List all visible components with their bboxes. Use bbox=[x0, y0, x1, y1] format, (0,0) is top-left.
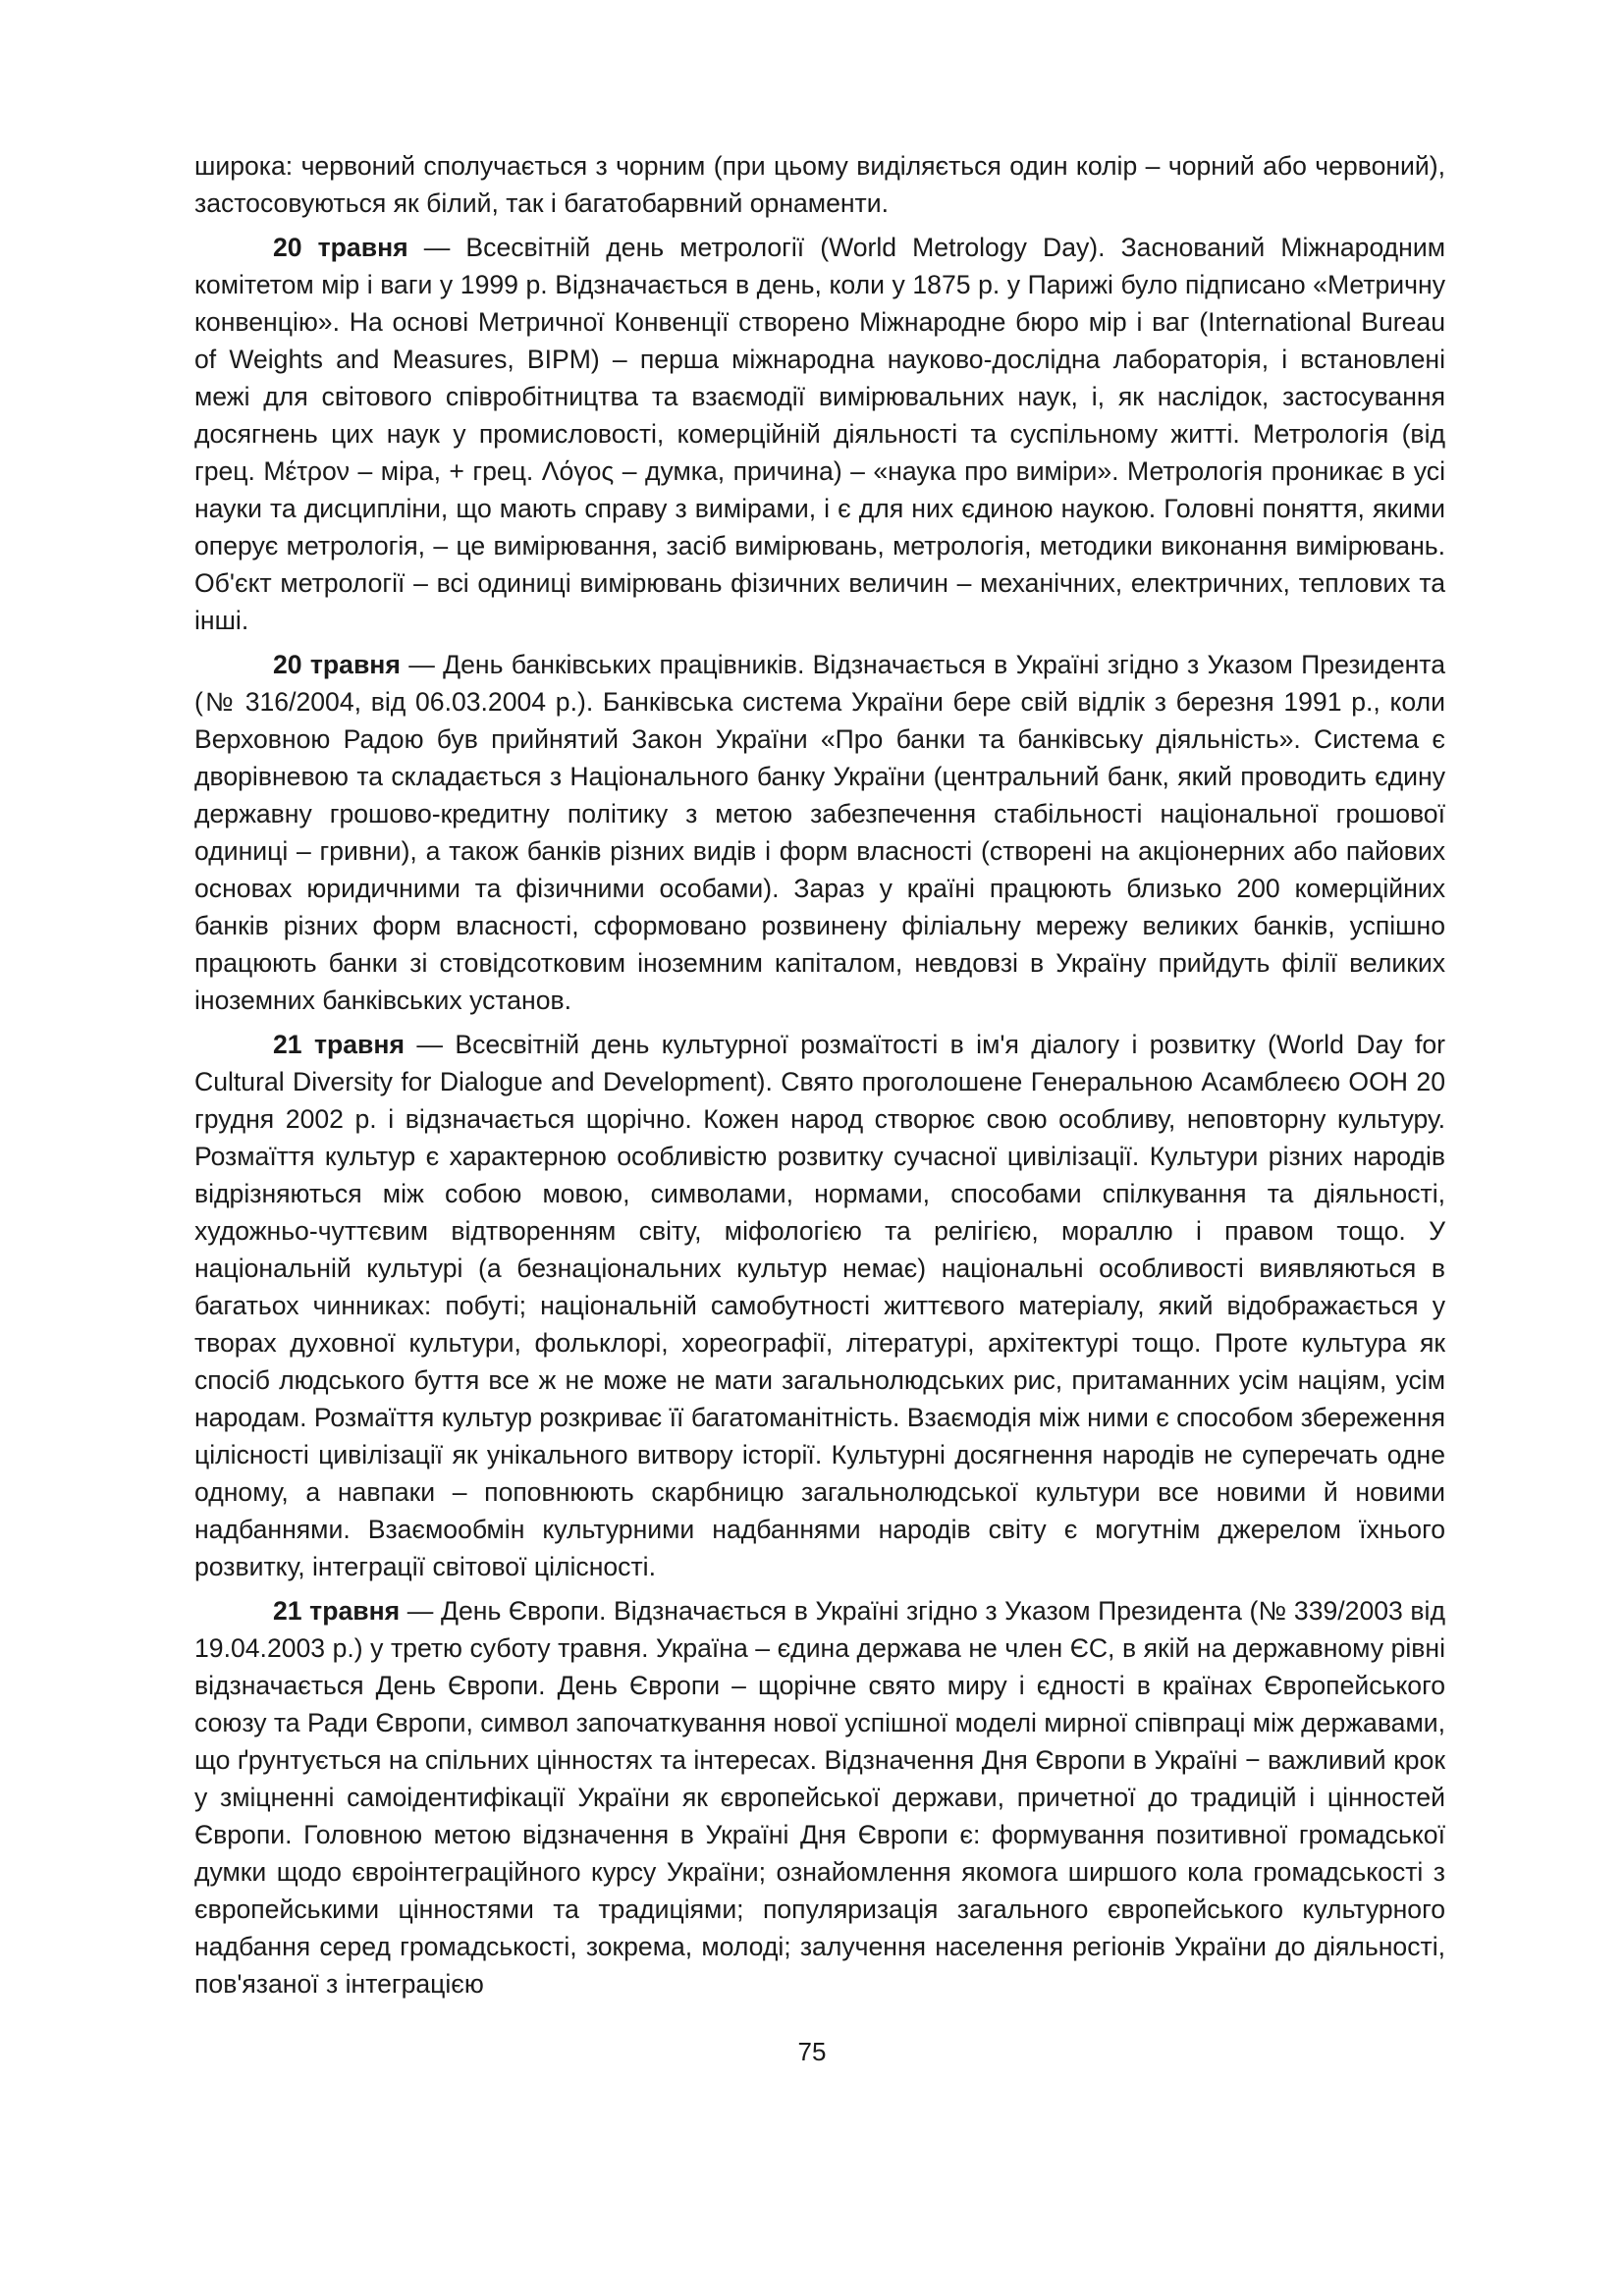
page-number: 75 bbox=[797, 2037, 827, 2066]
paragraph-date: 21 травня bbox=[273, 1596, 401, 1626]
paragraph-date: 21 травня bbox=[273, 1030, 405, 1059]
paragraph-bankers-day bbox=[194, 646, 1445, 1019]
paragraph-continuation bbox=[194, 147, 1445, 222]
paragraph-text: — День банківських працівників. Відзначається в Україні згідно з Указом Президента (№ 316/2004, від 06.03.2004 р.). Банківська система України бере свій відлік з березня 1991 р., коли Верховною Радою був прийнятий Закон України «Про банки та банківську діяльність». Система є дворівневою та складається з Національного банку України (центральний банк, який проводить єдину державну грошово-кредитну політику з метою забезпечення стабільності національної грошової одиниці – гривни), а також банків різних видів і форм власності (створені на акціонерних або пайових основах юридичними та фізичними особами). Зараз у країні працюють близько 200 комерційних банків різних форм власності, сформовано розвинену філіальну мережу великих банків, успішно працюють банки зі стовідсотковим іноземним капіталом, невдовзі в Україну прийдуть філії великих іноземних банківських установ. bbox=[194, 650, 1445, 1015]
paragraph-metrology-day bbox=[194, 229, 1445, 639]
paragraph-text: — Всесвітній день культурної розмаїтості в ім'я діалогу і розвитку (World Day for Cultural Diversity for Dialogue and Development). Свято проголошене Генеральною Асамблеєю ООН 20 грудня 2002 р. і відзначається щорічно. Кожен народ створює свою особливу, неповторну культуру. Розмаїття культур є характерною особливістю розвитку сучасної цивілізації. Культури різних народів відрізняються між собою мовою, символами, нормами, способами спілкування та діяльності, художньо-чуттєвим відтворенням світу, міфологією та релігією, мораллю і правом тощо. У національній культурі (а безнаціональних культур немає) національні особливості виявляються в багатьох чинниках: побуті; національній самобутності життєвого матеріалу, який відображається у творах духовної культури, фольклорі, хореографії, літературі, архітектурі тощо. Проте культура як спосіб людського буття все ж не може не мати загальнолюдських рис, притаманних усім націям, усім народам. Розмаїття культур розкриває її багатоманітність. Взаємодія між ними є способом збереження цілісності цивілізації як унікального витвору історії. Культурні досягнення народів не суперечать одне одному, а навпаки – поповнюють скарбницю загальнолюдської культури все новими й новими надбаннями. Взаємообмін культурними надбаннями народів світу є могутнім джерелом їхнього розвитку, інтеграції світової цілісності. bbox=[194, 1030, 1445, 1581]
paragraph-date: 20 травня bbox=[273, 650, 401, 679]
paragraph-cultural-diversity-day bbox=[194, 1026, 1445, 1585]
paragraph-text: — День Європи. Відзначається в Україні згідно з Указом Президента (№ 339/2003 від 19.04.2003 р.) у третю суботу травня. Україна – єдина держава не член ЄС, в якій на державному рівні відзначається День Європи. День Європи – щорічне свято миру і єдності в країнах Європейського союзу та Ради Європи, символ започаткування нової успішної моделі мирної співпраці між державами, що ґрунтується на спільних цінностях та інтересах. Відзначення Дня Європи в Україні − важливий крок у зміцненні самоідентифікації України як європейської держави, причетної до традицій і цінностей Європи. Головною метою відзначення в Україні Дня Європи є: формування позитивної громадської думки щодо євроінтеграційного курсу України; ознайомлення якомога ширшого кола громадськості з європейськими цінностями та традиціями; популяризація загального європейського культурного надбання серед громадськості, зокрема, молоді; залучення населення регіонів України до діяльності, пов'язаної з інтеграцією bbox=[194, 1596, 1445, 1999]
paragraph-date: 20 травня bbox=[273, 233, 408, 262]
paragraph-text: широка: червоний сполучається з чорним (при цьому виділяється один колір – чорний або червоний), застосовуються як білий, так і багатобарвний орнаменти. bbox=[194, 151, 1445, 218]
paragraph-europe-day bbox=[194, 1592, 1445, 2002]
paragraph-text: — Всесвітній день метрології (World Metrology Day). Заснований Міжнародним комітетом мір і ваги у 1999 р. Відзначається в день, коли у 1875 р. у Парижі було підписано «Метричну конвенцію». На основі Метричної Конвенції створено Міжнародне бюро мір і ваг (International Bureau of Weights and Measures, BIPM) – перша міжнародна науково-дослідна лабораторія, і встановлені межі для світового співробітництва та взаємодії вимірювальних наук, і, як наслідок, застосування досягнень цих наук у промисловості, комерційній діяльності та суспільному житті. Метрологія (від грец. Μέτρον – міра, + грец. Λόγος – думка, причина) – «наука про виміри». Метрологія проникає в усі науки та дисципліни, що мають справу з вимірами, і є для них єдиною наукою. Головні поняття, якими оперує метрологія, – це вимірювання, засіб вимірювань, метрологія, методики виконання вимірювань. Об'єкт метрології – всі одиниці вимірювань фізичних величин – механічних, електричних, теплових та інші. bbox=[194, 233, 1445, 635]
document-page bbox=[194, 147, 1445, 2009]
